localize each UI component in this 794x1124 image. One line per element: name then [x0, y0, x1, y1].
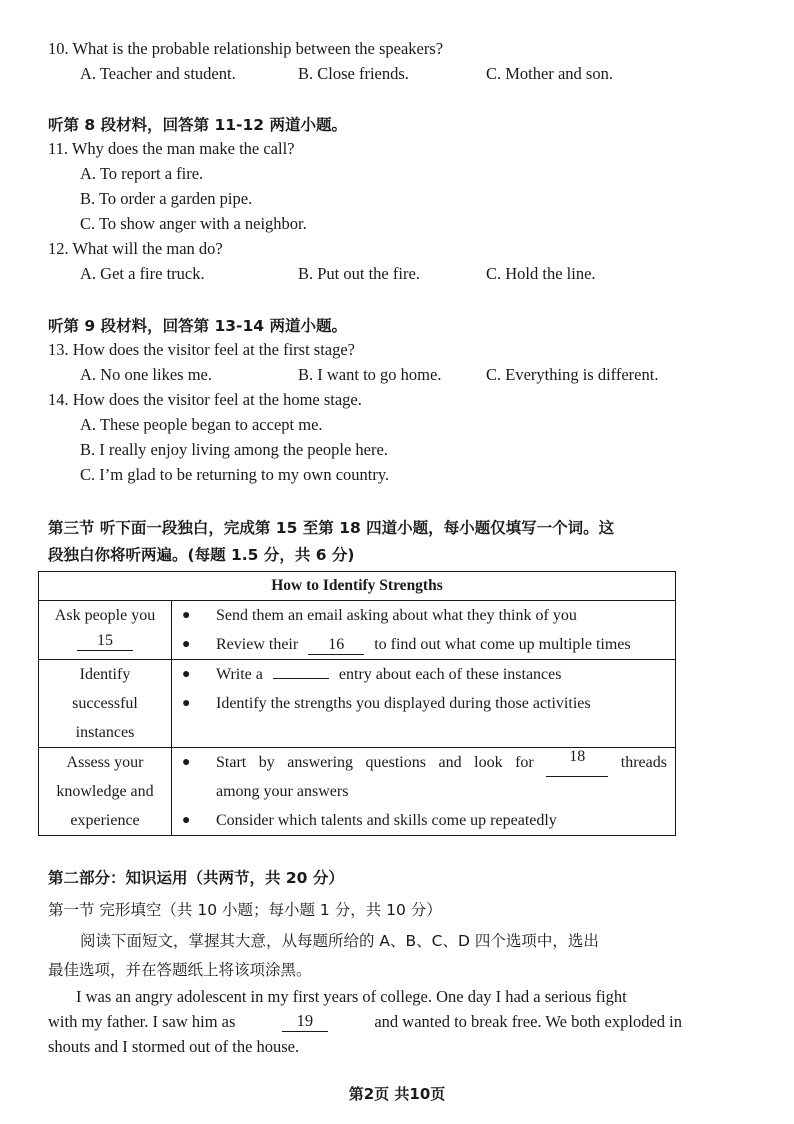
part3-instruction-line2: 段独白你将听两遍。(每题 1.5 分，共 6 分) — [48, 546, 355, 564]
q11-option-c: C. To show anger with a neighbor. — [80, 214, 307, 233]
bullet-icon: ● — [182, 755, 191, 770]
row1-bullet2-pre: Review their — [216, 636, 299, 653]
q11-option-b: B. To order a garden pipe. — [80, 189, 253, 208]
row1-bullet2-post: to find out what come up multiple times — [374, 636, 631, 653]
part2-section1-heading: 第一节 完形填空（共 10 小题；每小题 1 分，共 10 分） — [48, 901, 442, 919]
row2-label — [39, 660, 172, 748]
row3-label-line1: Assess your — [66, 754, 144, 771]
q13-option-a: A. No one likes me. — [80, 365, 212, 384]
row3-word: by — [258, 754, 275, 771]
blank-18[interactable]: 18 — [546, 748, 608, 777]
q12-option-a: A. Get a fire truck. — [80, 264, 205, 283]
section8-heading: 听第 8 段材料，回答第 11-12 两道小题。 — [48, 116, 347, 134]
q14-option-c: C. I’m glad to be returning to my own country. — [80, 465, 390, 484]
q13-option-c: C. Everything is different. — [486, 365, 659, 384]
q12-option-c: C. Hold the line. — [486, 264, 596, 283]
q10-option-a: A. Teacher and student. — [80, 64, 236, 83]
row3-label — [39, 748, 172, 836]
table-title: How to Identify Strengths — [39, 572, 676, 601]
row2-bullet2: Identify the strengths you displayed during those activities — [216, 695, 591, 712]
table-row-assess — [39, 748, 676, 836]
passage-line2-post: and wanted to break free. We both exploded in — [374, 1012, 682, 1031]
row2-label-line1: Identify — [79, 666, 131, 683]
q13-stem: 13. How does the visitor feel at the first stage? — [48, 340, 355, 359]
passage-line2-pre: with my father. I saw him as — [48, 1012, 236, 1031]
bullet-icon: ● — [182, 637, 191, 652]
row3-word: for — [515, 754, 534, 771]
blank-15[interactable]: 15 — [77, 632, 133, 651]
row1-label-line1: Ask people you — [54, 607, 156, 624]
row3-content — [172, 748, 676, 836]
q14-option-b: B. I really enjoy living among the people here. — [80, 440, 388, 459]
row2-bullet1-pre: Write a — [216, 666, 263, 683]
q11-stem: 11. Why does the man make the call? — [48, 139, 295, 158]
passage-line2 — [48, 1012, 682, 1032]
q11-option-a: A. To report a fire. — [80, 164, 204, 183]
row3-bullet1-line2: among your answers — [216, 783, 349, 800]
q10-stem: 10. What is the probable relationship between the speakers? — [48, 39, 444, 58]
row3-word: threads — [620, 754, 667, 771]
row3-word: look — [474, 754, 503, 771]
table-row-identify — [39, 660, 676, 748]
row3-label-line2: knowledge and — [56, 783, 154, 800]
row2-label-line3: instances — [75, 724, 135, 741]
q12-option-b: B. Put out the fire. — [298, 264, 420, 283]
part2-instruction-line1: 阅读下面短文，掌握其大意，从每题所给的 A、B、C、D 四个选项中，选出 — [80, 932, 599, 950]
row3-label-line3: experience — [70, 812, 140, 829]
bullet-icon: ● — [182, 667, 191, 682]
q10-option-c: C. Mother and son. — [486, 64, 613, 83]
passage-line1: I was an angry adolescent in my first years of college. One day I had a serious fight — [76, 987, 627, 1006]
part2-instruction-line2: 最佳选项，并在答题纸上将该项涂黑。 — [48, 961, 312, 979]
row2-bullet1-post: entry about each of these instances — [338, 666, 562, 683]
row1-label — [39, 601, 172, 660]
q10-option-b: B. Close friends. — [298, 64, 409, 83]
blank-19[interactable]: 19 — [282, 1012, 328, 1032]
blank-17[interactable] — [273, 678, 329, 679]
bullet-icon: ● — [182, 696, 191, 711]
table-row-ask-people — [39, 601, 676, 660]
row3-word: answering — [287, 754, 354, 771]
bullet-icon: ● — [182, 813, 191, 828]
row3-word: and — [438, 754, 462, 771]
q14-stem: 14. How does the visitor feel at the home stage. — [48, 390, 362, 409]
bullet-icon: ● — [182, 608, 191, 623]
page-footer: 第2页 共10页 — [348, 1085, 446, 1103]
row3-word: questions — [365, 754, 426, 771]
row2-label-line2: successful — [72, 695, 138, 712]
section9-heading: 听第 9 段材料，回答第 13-14 两道小题。 — [48, 317, 347, 335]
part3-instruction-line1: 第三节 听下面一段独白，完成第 15 至第 18 四道小题，每小题仅填写一个词。这 — [48, 519, 615, 537]
row1-content — [172, 601, 676, 660]
q12-stem: 12. What will the man do? — [48, 239, 223, 258]
blank-16[interactable]: 16 — [308, 636, 364, 655]
row1-bullet1: Send them an email asking about what they think of you — [216, 607, 577, 624]
strengths-table — [38, 571, 676, 836]
passage-line3: shouts and I stormed out of the house. — [48, 1037, 300, 1056]
q13-option-b: B. I want to go home. — [298, 365, 442, 384]
row3-bullet2: Consider which talents and skills come up repeatedly — [216, 812, 557, 829]
q14-option-a: A. These people began to accept me. — [80, 415, 323, 434]
part2-heading: 第二部分：知识运用（共两节，共 20 分） — [48, 869, 344, 887]
row2-content — [172, 660, 676, 748]
row3-word: Start — [216, 754, 247, 771]
